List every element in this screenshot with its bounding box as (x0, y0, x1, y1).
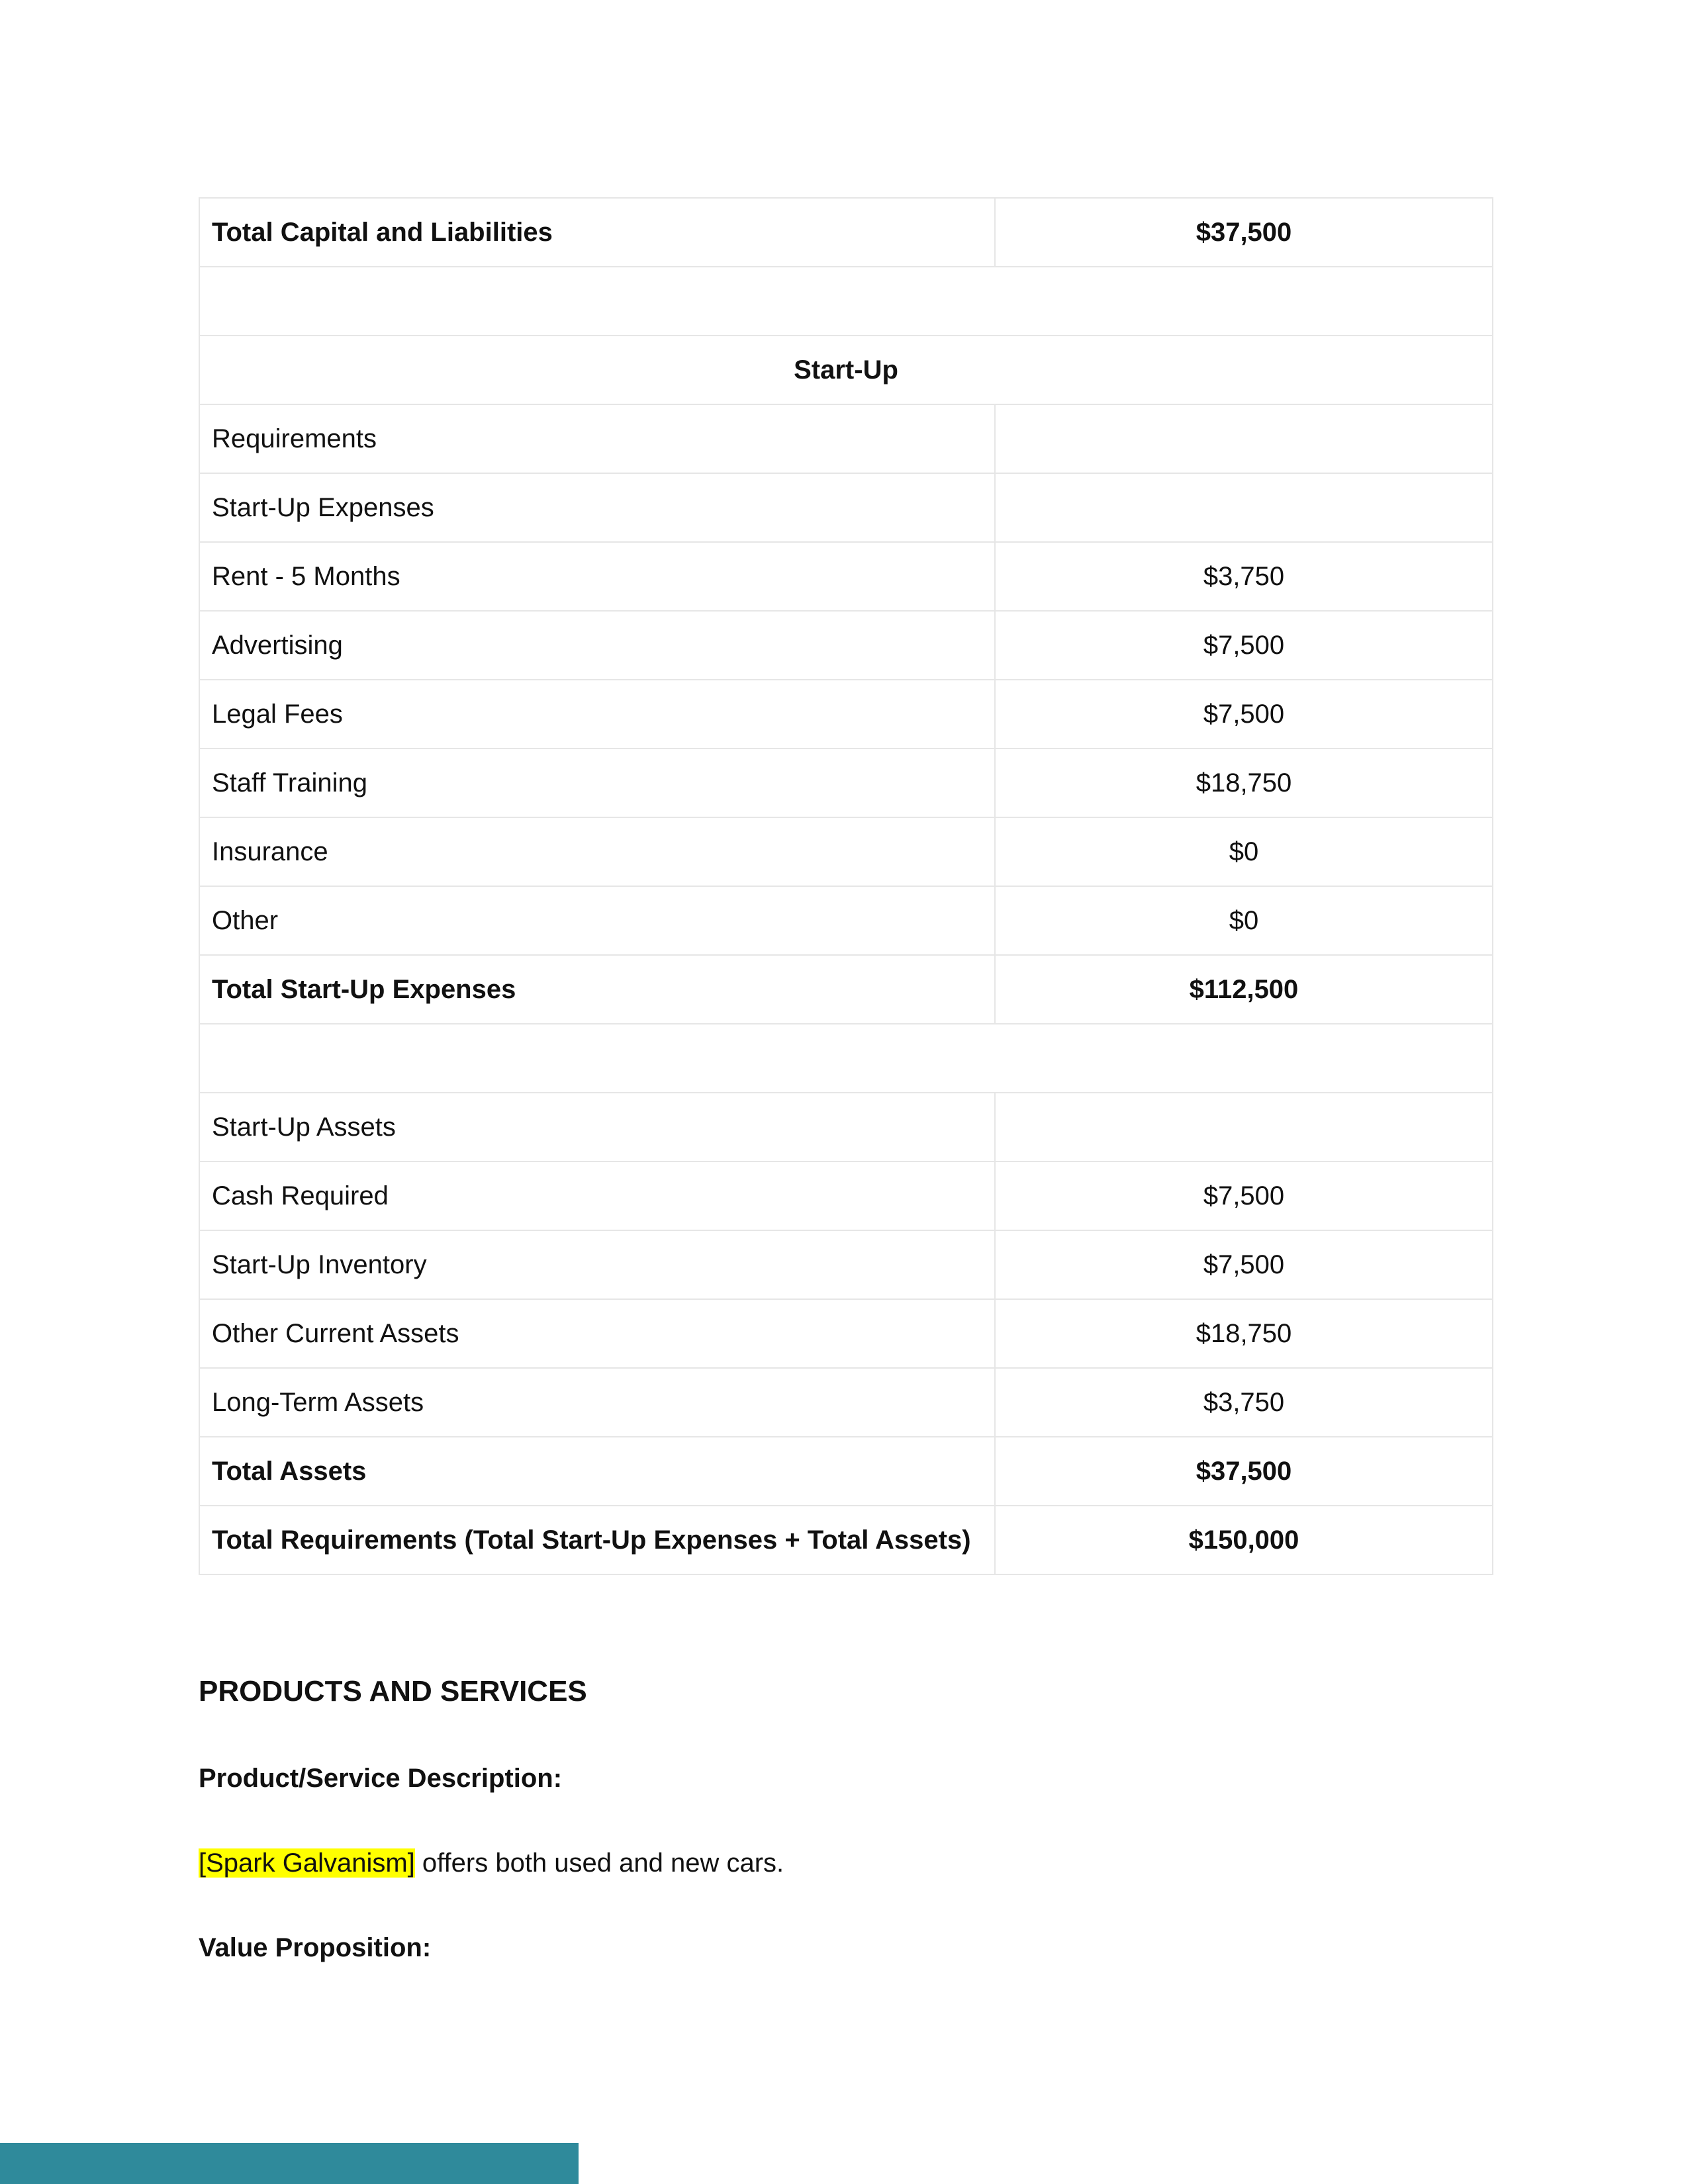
row-label-cell: Start-Up Inventory (199, 1230, 995, 1299)
table-row (199, 1299, 1493, 1368)
spacer-cell (199, 267, 1493, 336)
row-value-cell (995, 473, 1493, 542)
footer-accent-bar (0, 2143, 579, 2184)
table-row (199, 886, 1493, 955)
spacer-cell (199, 1024, 1493, 1093)
section-title-cell: Start-Up (199, 336, 1493, 404)
row-label-cell: Staff Training (199, 749, 995, 817)
row-value-cell (995, 404, 1493, 473)
row-label-cell: Insurance (199, 817, 995, 886)
row-label-cell: Total Assets (199, 1437, 995, 1506)
value-proposition-label: Value Proposition: (199, 1933, 432, 1962)
row-label-cell: Long-Term Assets (199, 1368, 995, 1437)
row-value-cell: $112,500 (995, 955, 1493, 1024)
row-label-cell: Requirements (199, 404, 995, 473)
table-row (199, 1368, 1493, 1437)
startup-financials-table (199, 197, 1493, 1575)
row-value-cell: $7,500 (995, 611, 1493, 680)
table-row (199, 1437, 1493, 1506)
description-label: Product/Service Description: (199, 1763, 563, 1793)
table-row (199, 1093, 1493, 1161)
row-label-cell: Advertising (199, 611, 995, 680)
row-label-cell: Cash Required (199, 1161, 995, 1230)
row-label-cell: Legal Fees (199, 680, 995, 749)
table-row (199, 611, 1493, 680)
table-row (199, 473, 1493, 542)
table-row (199, 1230, 1493, 1299)
row-value-cell: $37,500 (995, 1437, 1493, 1506)
row-value-cell: $0 (995, 817, 1493, 886)
row-value-cell: $7,500 (995, 680, 1493, 749)
table-row (199, 1024, 1493, 1093)
table-row (199, 404, 1493, 473)
table-row (199, 1506, 1493, 1574)
table-row (199, 680, 1493, 749)
table-row (199, 749, 1493, 817)
row-label-cell: Other Current Assets (199, 1299, 995, 1368)
row-label-cell: Total Start-Up Expenses (199, 955, 995, 1024)
products-section (199, 1674, 1492, 2017)
products-heading: PRODUCTS AND SERVICES (199, 1675, 587, 1707)
row-label-cell: Total Capital and Liabilities (199, 198, 995, 267)
description-text: offers both used and new cars. (414, 1848, 784, 1878)
table-row (199, 817, 1493, 886)
table-row (199, 336, 1493, 404)
table-row (199, 267, 1493, 336)
row-value-cell: $7,500 (995, 1161, 1493, 1230)
row-value-cell: $0 (995, 886, 1493, 955)
row-value-cell: $7,500 (995, 1230, 1493, 1299)
row-label-cell: Start-Up Expenses (199, 473, 995, 542)
row-label-cell: Rent - 5 Months (199, 542, 995, 611)
row-value-cell: $3,750 (995, 1368, 1493, 1437)
row-label-cell: Start-Up Assets (199, 1093, 995, 1161)
table-row (199, 955, 1493, 1024)
row-value-cell (995, 1093, 1493, 1161)
row-value-cell: $150,000 (995, 1506, 1493, 1574)
table-body (199, 198, 1493, 1574)
description-paragraph (199, 1847, 1492, 1879)
row-value-cell: $37,500 (995, 198, 1493, 267)
table-row (199, 198, 1493, 267)
row-label-cell: Other (199, 886, 995, 955)
row-value-cell: $18,750 (995, 749, 1493, 817)
row-value-cell: $3,750 (995, 542, 1493, 611)
row-value-cell: $18,750 (995, 1299, 1493, 1368)
row-label-cell: Total Requirements (Total Start-Up Expenses + Total Assets) (199, 1506, 995, 1574)
company-name-placeholder[interactable]: [Spark Galvanism] (199, 1848, 415, 1878)
table-row (199, 542, 1493, 611)
table-row (199, 1161, 1493, 1230)
